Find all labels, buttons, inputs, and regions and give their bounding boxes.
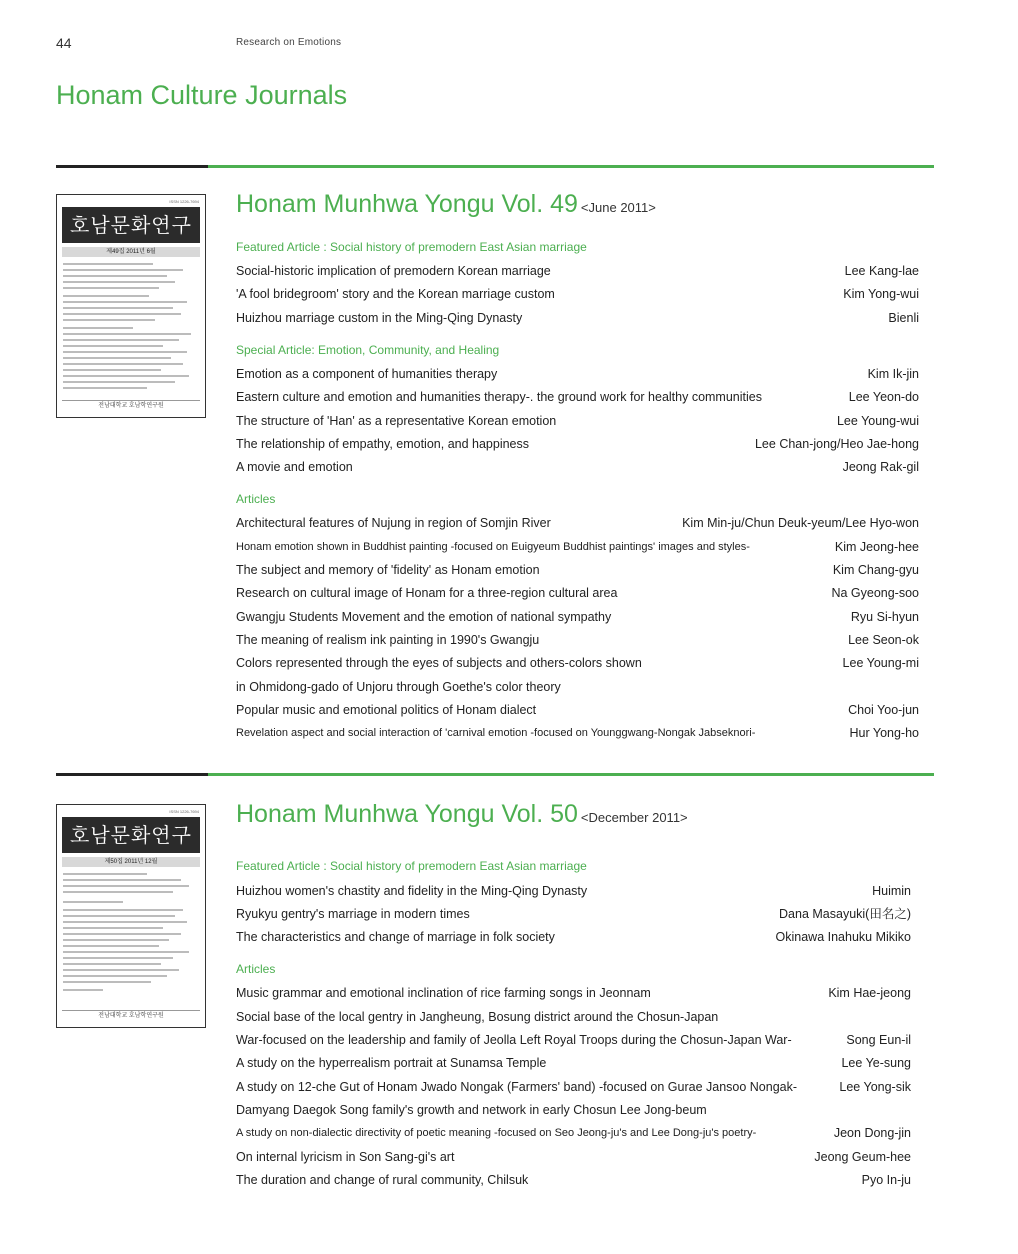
- article-title: Gwangju Students Movement and the emotion of national sympathy: [236, 610, 612, 624]
- section-divider: [56, 165, 934, 168]
- article-author: Hur Yong-ho: [849, 726, 919, 740]
- article-title: The subject and memory of 'fidelity' as Honam emotion: [236, 563, 540, 577]
- article-title: Architectural features of Nujung in region of Somjin River: [236, 516, 551, 530]
- page-title: Honam Culture Journals: [56, 80, 348, 110]
- article-row: [236, 1171, 911, 1189]
- cover-volume: 제50집 2011년 12월: [62, 857, 200, 867]
- article-author: Lee Yong-sik: [839, 1080, 911, 1094]
- article-title: A study on non-dialectic directivity of poetic meaning -focused on Seo Jeong-ju's and Lee Dong-ju's poetry-: [236, 1127, 757, 1139]
- article-title: Huizhou women's chastity and fidelity in the Ming-Qing Dynasty: [236, 884, 588, 898]
- article-row: [236, 365, 919, 383]
- article-title: On internal lyricism in Son Sang-gi's art: [236, 1150, 455, 1164]
- article-title: Colors represented through the eyes of subjects and others-colors shown: [236, 656, 642, 670]
- article-author: Song Eun-il: [846, 1033, 911, 1047]
- section-heading: Featured Article : Social history of premodern East Asian marriage: [236, 859, 587, 873]
- article-author: Kim Jeong-hee: [834, 540, 919, 554]
- article-author: Na Gyeong-soo: [831, 586, 919, 600]
- article-title: The relationship of empathy, emotion, and happiness: [236, 437, 530, 451]
- volume-title: Honam Munhwa Yongu Vol. 50: [236, 800, 578, 828]
- running-head: Research on Emotions: [236, 37, 342, 48]
- article-author: Huimin: [872, 884, 911, 898]
- article-title: 'A fool bridegroom' story and the Korean marriage custom: [236, 287, 555, 301]
- cover-publisher: 전남대학교 호남학연구원: [62, 400, 200, 411]
- article-title: Social-historic implication of premodern Korean marriage: [236, 264, 551, 278]
- volume-date: <December 2011>: [580, 810, 688, 825]
- article-row: [236, 1124, 911, 1142]
- article-row: [236, 608, 919, 626]
- page-number: 44: [56, 35, 72, 51]
- article-row: [236, 631, 919, 649]
- section-heading: Special Article: Emotion, Community, and Healing: [236, 343, 500, 357]
- article-row: [236, 458, 919, 476]
- article-title: War-focused on the leadership and family of Jeolla Left Royal Troops during the Chosun-Japan War-: [236, 1033, 792, 1047]
- article-row: [236, 561, 919, 579]
- article-title: Eastern culture and emotion and humanities therapy-. the ground work for healthy communities: [236, 390, 762, 404]
- article-row: [236, 262, 919, 280]
- article-title: A study on the hyperrealism portrait at Sunamsa Temple: [236, 1056, 547, 1070]
- article-author: Lee Yeon-do: [848, 390, 919, 404]
- cover-publisher: 전남대학교 호남학연구원: [62, 1010, 200, 1021]
- article-row: [236, 724, 919, 742]
- article-title: Revelation aspect and social interaction of 'carnival emotion -focused on Younggwang-Nongak Jabseknori-: [236, 727, 756, 739]
- section-heading: Articles: [236, 492, 276, 506]
- article-row: [236, 1031, 911, 1049]
- cover-issn: ISSN 1226-7694: [169, 809, 199, 814]
- article-author: Lee Seon-ok: [848, 633, 919, 647]
- article-author: Kim Ik-jin: [867, 367, 919, 381]
- volume-title: Honam Munhwa Yongu Vol. 49: [236, 190, 578, 218]
- article-row: [236, 538, 919, 556]
- article-title: Social base of the local gentry in Jangheung, Bosung district around the Chosun-Japan: [236, 1010, 719, 1024]
- article-row: [236, 928, 911, 946]
- article-title: The characteristics and change of marriage in folk society: [236, 930, 555, 944]
- article-title: The meaning of realism ink painting in 1990's Gwangju: [236, 633, 540, 647]
- article-author: Choi Yoo-jun: [848, 703, 919, 717]
- article-title: Emotion as a component of humanities therapy: [236, 367, 498, 381]
- section-heading: Articles: [236, 962, 276, 976]
- article-row: [236, 1148, 911, 1166]
- article-title: Popular music and emotional politics of Honam dialect: [236, 703, 537, 717]
- article-author: Kim Yong-wui: [843, 287, 919, 301]
- article-title: A study on 12-che Gut of Honam Jwado Nongak (Farmers' band) -focused on Gurae Jansoo Nongak-: [236, 1080, 798, 1094]
- article-title: The duration and change of rural community, Chilsuk: [236, 1173, 529, 1187]
- article-title: in Ohmidong-gado of Unjoru through Goethe's color theory: [236, 680, 561, 694]
- article-title: Damyang Daegok Song family's growth and network in early Chosun Lee Jong-beum: [236, 1103, 707, 1117]
- article-row: [236, 701, 919, 719]
- article-row: [236, 1078, 911, 1096]
- article-author: Lee Chan-jong/Heo Jae-hong: [754, 437, 919, 451]
- article-author: Lee Kang-lae: [844, 264, 919, 278]
- article-row: [236, 654, 919, 672]
- article-author: Bienli: [888, 311, 919, 325]
- article-author: Kim Hae-jeong: [828, 986, 911, 1000]
- article-author: Dana Masayuki(田名之): [779, 907, 911, 921]
- article-title: A movie and emotion: [236, 460, 353, 474]
- article-author: Jeong Rak-gil: [842, 460, 919, 474]
- article-row: [236, 1054, 911, 1072]
- article-title: Honam emotion shown in Buddhist painting -focused on Euigyeum Buddhist paintings' images and styles-: [236, 541, 750, 553]
- volume-heading: [236, 190, 656, 219]
- article-title: Huizhou marriage custom in the Ming-Qing Dynasty: [236, 311, 523, 325]
- article-author: Pyo In-ju: [861, 1173, 911, 1187]
- article-author: Lee Young-mi: [842, 656, 919, 670]
- section-divider: [56, 773, 934, 776]
- article-row: [236, 514, 919, 532]
- article-author: Lee Ye-sung: [841, 1056, 911, 1070]
- article-row: [236, 309, 919, 327]
- section-heading: Featured Article : Social history of premodern East Asian marriage: [236, 240, 587, 254]
- cover-volume: 제49집 2011년 6월: [62, 247, 200, 257]
- article-author: Lee Young-wui: [836, 414, 919, 428]
- article-title: Ryukyu gentry's marriage in modern times: [236, 907, 470, 921]
- article-author: Kim Min-ju/Chun Deuk-yeum/Lee Hyo-won: [682, 516, 919, 530]
- article-row: [236, 285, 919, 303]
- article-row: [236, 905, 911, 923]
- article-row: [236, 882, 911, 900]
- article-row: [236, 1008, 911, 1026]
- article-row: [236, 435, 919, 453]
- article-row: [236, 984, 911, 1002]
- article-title: Research on cultural image of Honam for a three-region cultural area: [236, 586, 618, 600]
- article-author: Jeong Geum-hee: [814, 1150, 911, 1164]
- article-author: Okinawa Inahuku Mikiko: [775, 930, 911, 944]
- article-row: [236, 388, 919, 406]
- volume-heading: [236, 800, 688, 829]
- article-title: The structure of 'Han' as a representative Korean emotion: [236, 414, 557, 428]
- cover-title: 호남문화연구: [62, 207, 200, 243]
- volume-date: <June 2011>: [580, 200, 656, 215]
- article-row: [236, 678, 919, 696]
- article-row: [236, 1101, 911, 1119]
- article-title: Music grammar and emotional inclination of rice farming songs in Jeonnam: [236, 986, 651, 1000]
- cover-issn: ISSN 1226-7694: [169, 199, 199, 204]
- article-author: Ryu Si-hyun: [850, 610, 919, 624]
- article-row: [236, 412, 919, 430]
- cover-title: 호남문화연구: [62, 817, 200, 853]
- article-row: [236, 584, 919, 602]
- article-author: Kim Chang-gyu: [832, 563, 919, 577]
- article-author: Jeon Dong-jin: [833, 1126, 911, 1140]
- journal-cover-vol49: [56, 194, 206, 418]
- journal-cover-vol50: [56, 804, 206, 1028]
